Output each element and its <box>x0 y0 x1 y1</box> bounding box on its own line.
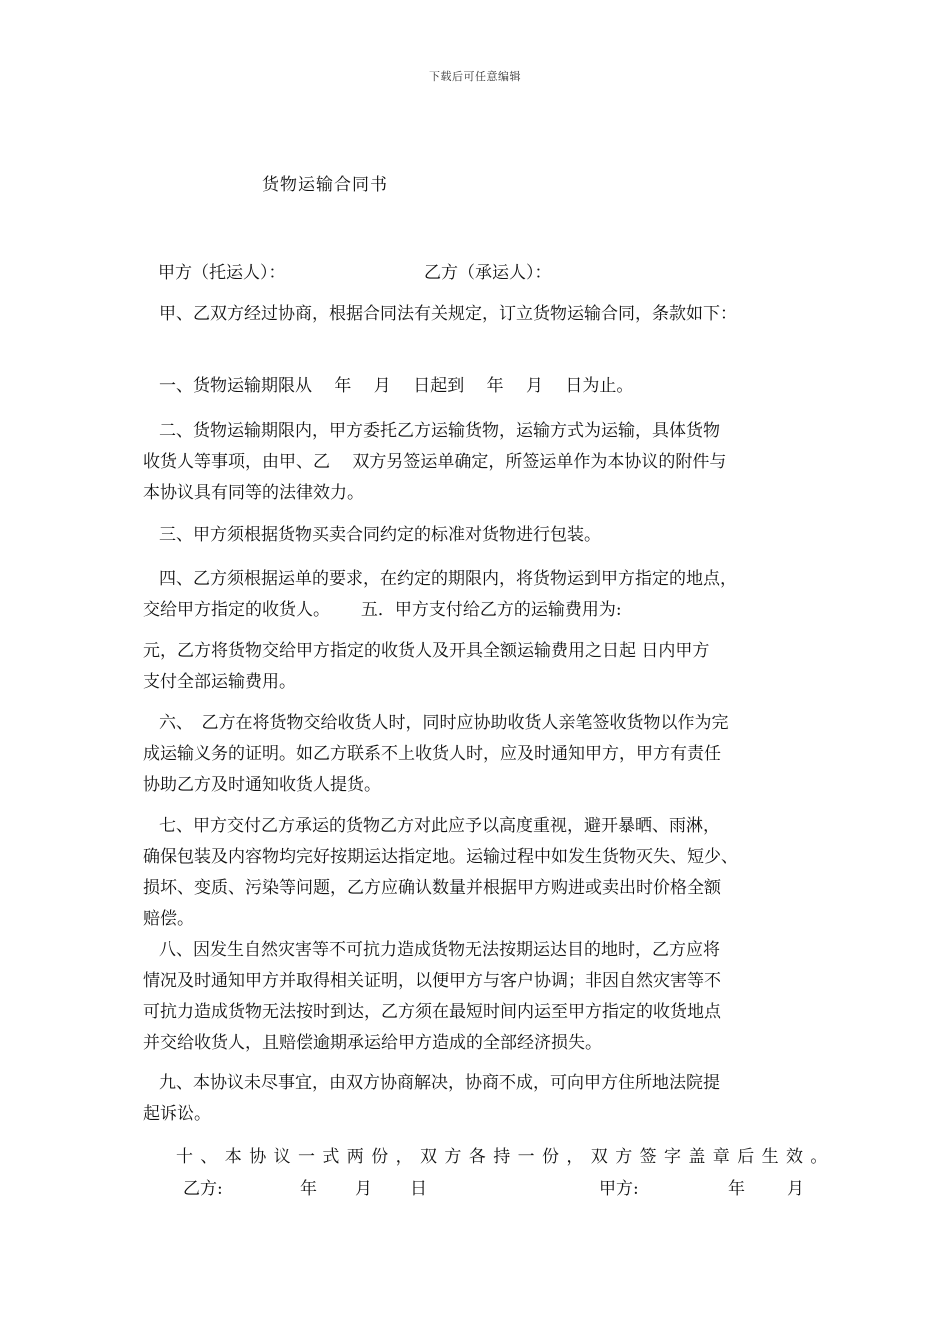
clause-8-line-4: 并交给收货人，且赔偿逾期承运给甲方造成的全部经济损失。 <box>143 1033 602 1053</box>
clause-6-line-2: 成运输义务的证明。如乙方联系不上收货人时，应及时通知甲方，甲方有责任 <box>143 744 721 764</box>
clause-2 <box>143 416 815 509</box>
party-b-label: 乙方（承运人）： <box>424 263 552 283</box>
party-a-label: 甲方（托运人）： <box>158 263 286 283</box>
clause-4 <box>143 564 815 626</box>
intro-paragraph <box>143 299 815 330</box>
clause-1 <box>143 371 815 402</box>
clause-3-line: 三、甲方须根据货物买卖合同约定的标准对货物进行包装。 <box>159 525 601 545</box>
clause-2-line-3: 本协议具有同等的法律效力。 <box>143 483 364 503</box>
party-a-sign-label: 甲方: <box>599 1179 639 1199</box>
clause-8-line-3: 可抗力造成货物无法按时到达，乙方须在最短时间内运至甲方指定的收货地点 <box>143 1002 721 1022</box>
party-b-sign-label: 乙方: <box>183 1179 223 1199</box>
party-a-year-label: 年 <box>728 1179 745 1199</box>
party-a-month-label: 月 <box>787 1179 804 1199</box>
party-b-day-label: 日 <box>410 1179 427 1199</box>
clause-2-line-2: 收货人等事项，由甲、乙 双方另签运单确定，所签运单作为本协议的附件与 <box>143 452 727 472</box>
clause-7-line-2: 确保包装及内容物均完好按期运达指定地。运输过程中如发生货物灭失、短少、 <box>143 847 738 867</box>
clause-6 <box>143 708 815 801</box>
party-b-month-label: 月 <box>355 1179 372 1199</box>
intro-line: 甲、乙双方经过协商，根据合同法有关规定，订立货物运输合同，条款如下： <box>159 304 737 324</box>
clause-10-line: 十、本协议一式两份，双方各持一份，双方签字盖章后生效。 <box>176 1147 835 1167</box>
clause-3 <box>143 520 815 551</box>
clause-9-line-1: 九、本协议未尽事宜，由双方协商解决，协商不成，可向甲方住所地法院提 <box>159 1073 720 1093</box>
clause-4-line-1: 四、乙方须根据运单的要求，在约定的期限内，将货物运到甲方指定的地点， <box>159 569 737 589</box>
clause-7-line-1: 七、甲方交付乙方承运的货物乙方对此应予以高度重视，避开暴晒、雨淋， <box>159 816 720 836</box>
clause-8-line-2: 情况及时通知甲方并取得相关证明，以便甲方与客户协调；非因自然灾害等不 <box>143 971 721 991</box>
clause-1-line: 一、货物运输期限从 年 月 日起到 年 月 日为止。 <box>159 376 634 396</box>
clause-9-line-2: 起诉讼。 <box>143 1104 211 1124</box>
header-note: 下载后可任意编辑 <box>429 70 521 83</box>
clause-8-line-1: 八、因发生自然灾害等不可抗力造成货物无法按期运达目的地时，乙方应将 <box>159 940 720 960</box>
clause-9 <box>143 1068 815 1130</box>
clause-6-line-3: 协助乙方及时通知收货人提货。 <box>143 775 381 795</box>
clause-4-line-2: 交给甲方指定的收货人。 五．甲方支付给乙方的运输费用为: <box>143 600 622 620</box>
clause-7 <box>143 811 815 935</box>
clause-8 <box>143 935 815 1059</box>
party-row <box>158 258 798 286</box>
party-b-year-label: 年 <box>300 1179 317 1199</box>
contract-title: 货物运输合同书 <box>262 175 388 195</box>
clause-2-line-1: 二、货物运输期限内，甲方委托乙方运输货物，运输方式为运输，具体货物 <box>159 421 720 441</box>
clause-6-line-1: 六、 乙方在将货物交给收货人时，同时应协助收货人亲笔签收货物以作为完 <box>159 713 729 733</box>
clause-5 <box>143 636 815 698</box>
clause-7-line-3: 损坏、变质、污染等问题，乙方应确认数量并根据甲方购进或卖出时价格全额 <box>143 878 721 898</box>
clause-10 <box>176 1142 835 1173</box>
clause-5-line-1: 元，乙方将货物交给甲方指定的收货人及开具全额运输费用之日起 日内甲方 <box>143 641 710 661</box>
clause-5-line-2: 支付全部运输费用。 <box>143 672 296 692</box>
signature-row <box>183 1174 823 1202</box>
clause-7-line-4: 赔偿。 <box>143 909 194 929</box>
